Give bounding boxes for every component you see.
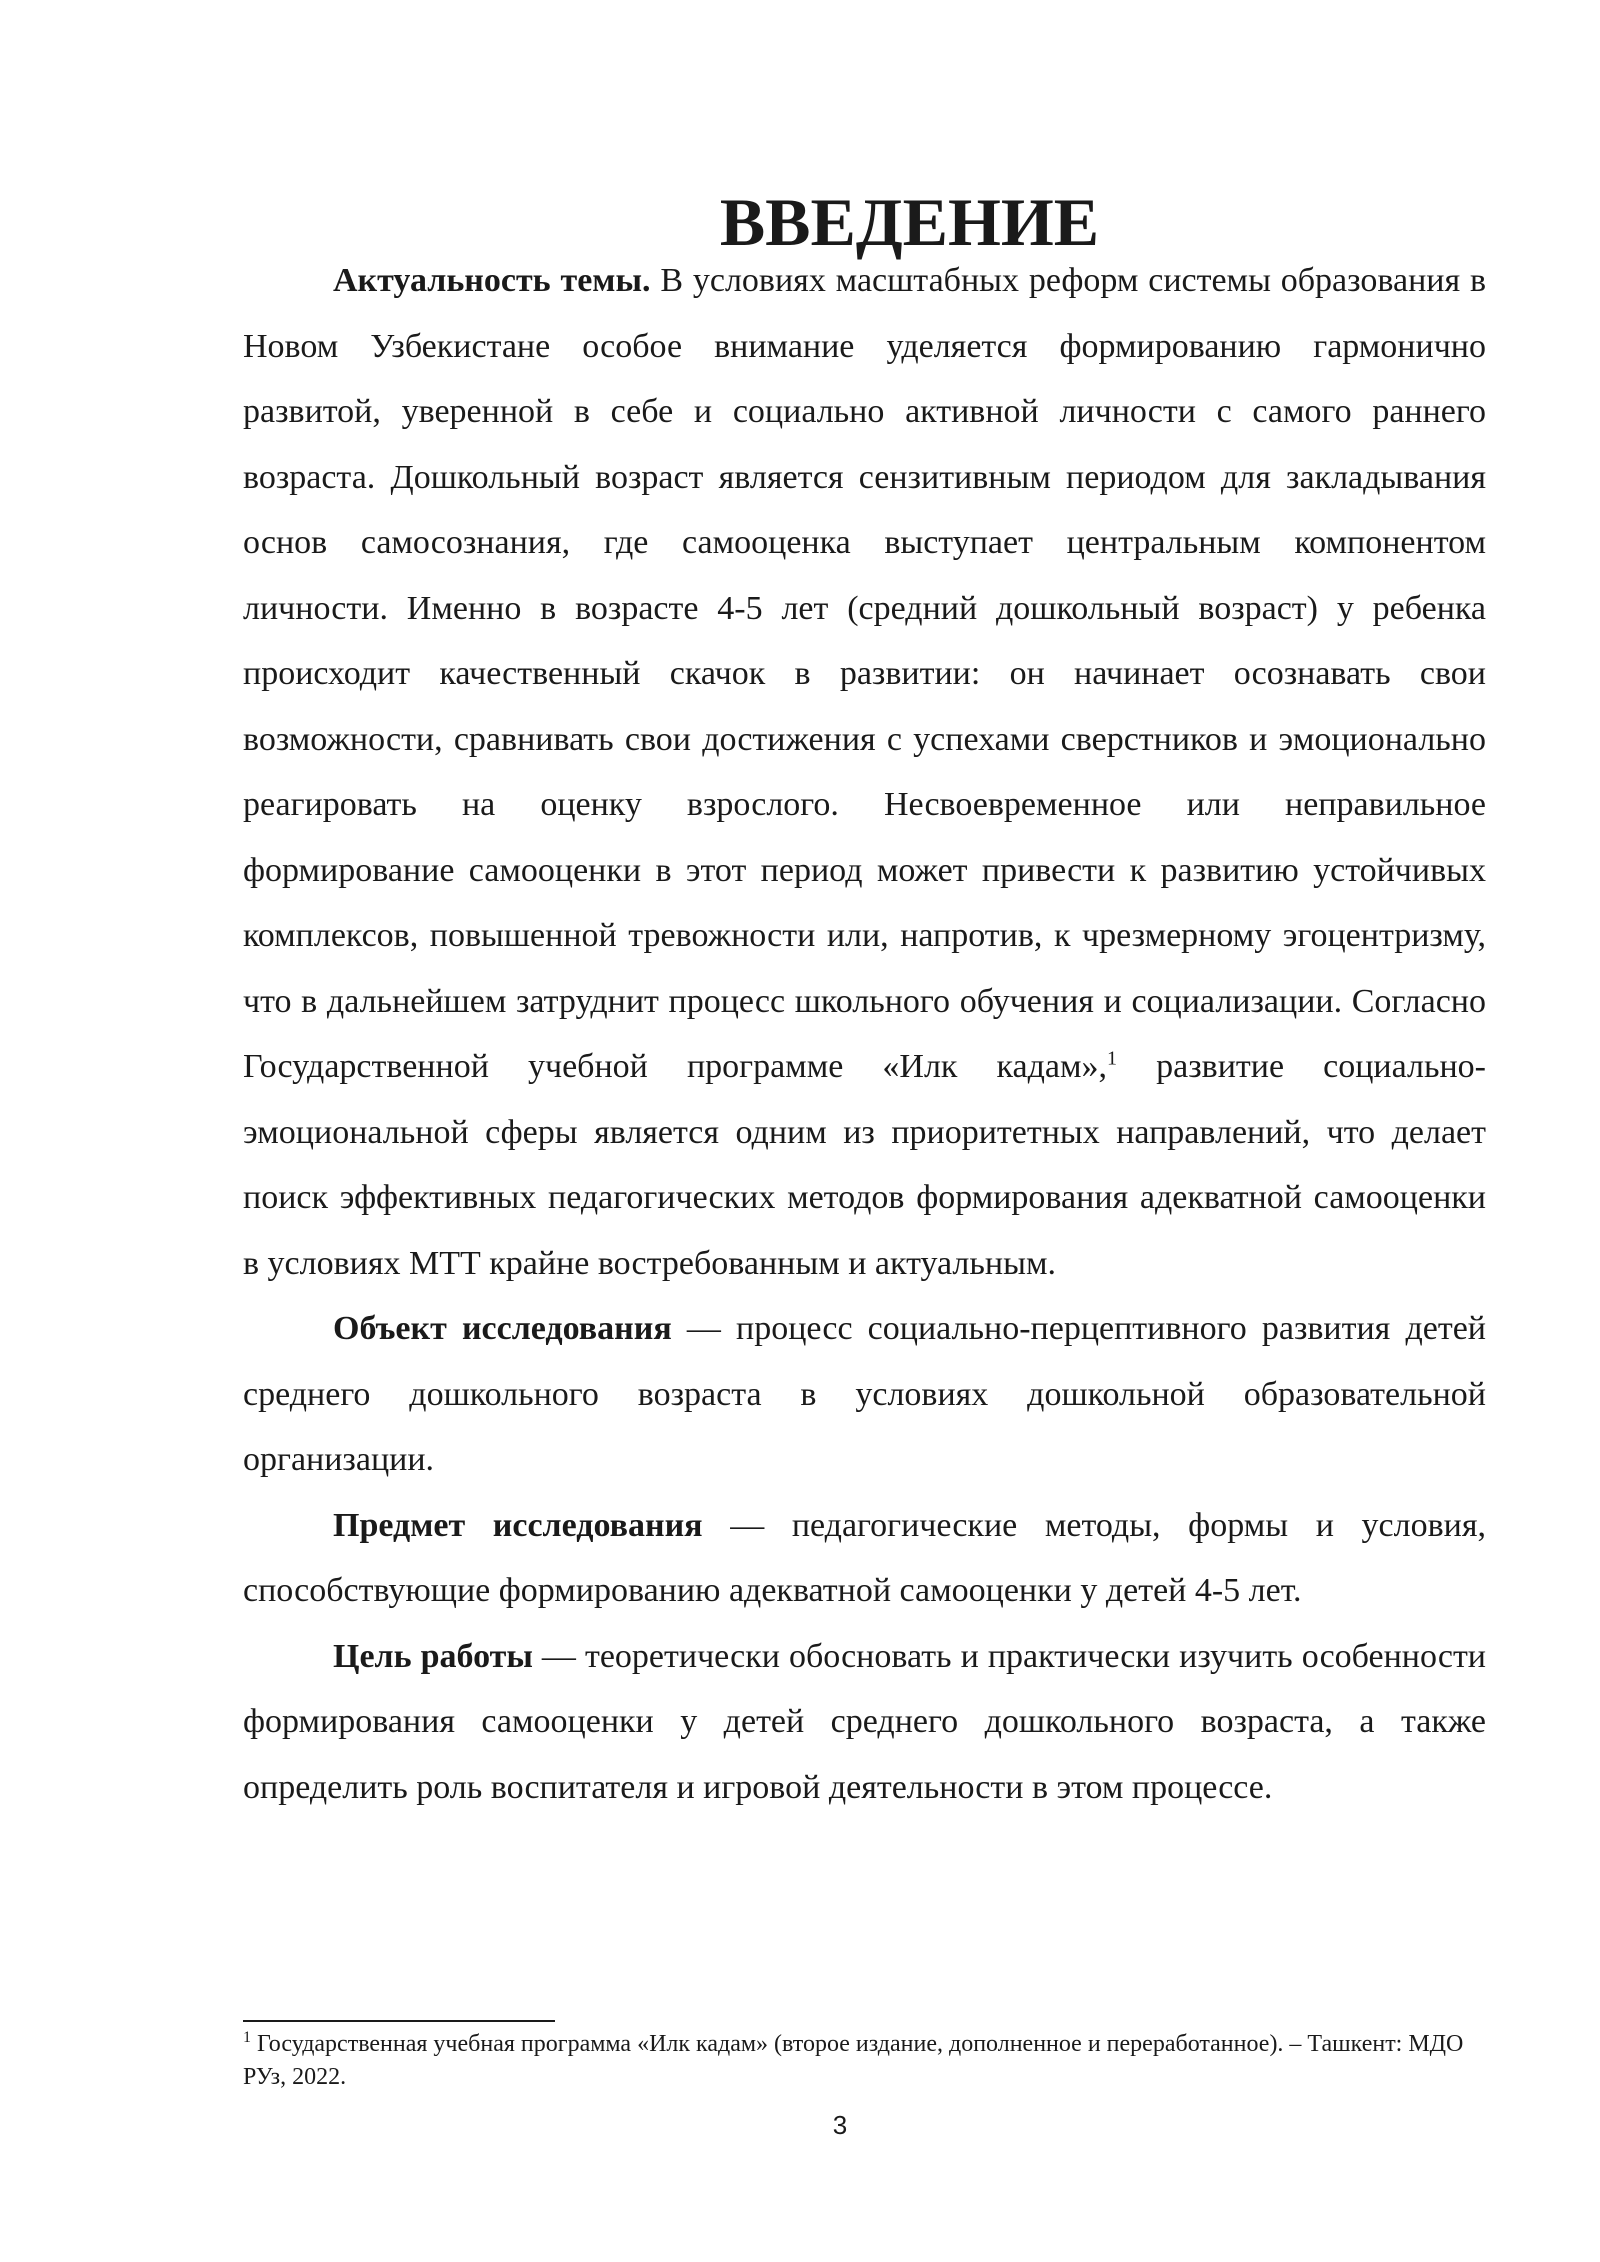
page-body <box>243 184 1487 1820</box>
page-number: 3 <box>832 2110 848 2140</box>
paragraph-object <box>243 1296 1486 1493</box>
paragraph-relevance <box>243 248 1486 1296</box>
subject-label: Предмет исследования <box>333 1506 703 1544</box>
section-heading: ВВЕДЕНИЕ <box>719 184 1100 260</box>
footnote-reference[interactable]: 1 <box>1107 1047 1118 1070</box>
footnote-number: 1 <box>243 2029 251 2046</box>
object-label: Объект исследования <box>333 1310 672 1347</box>
subject-text: — педагогические методы, формы и условия, способствующие формированию адекватной самооценки у детей 4-5 лет. <box>243 1506 1486 1609</box>
goal-text: — теоретически обосновать и практически изучить особенности формирования самооценки у детей среднего дошкольного возраста, а также определить роль воспитателя и игровой деятельности в этом процессе. <box>243 1637 1486 1806</box>
footnote-separator <box>243 2020 555 2022</box>
footnote-text: Государственная учебная программа «Илк кадам» (второе издание, дополненное и переработанное). – Ташкент: МДО РУз, 2022. <box>243 2031 1464 2090</box>
object-text: — процесс социально-перцептивного развития детей среднего дошкольного возраста в условиях дошкольной образовательной организации. <box>243 1310 1486 1478</box>
footnote <box>243 2028 1486 2094</box>
relevance-label: Актуальность темы. <box>333 262 651 299</box>
paragraph-goal <box>243 1624 1486 1821</box>
relevance-text-continued: развитие социально-эмоциональной сферы является одним из приоритетных направлений, что делает поиск эффективных педагогических методов формирования адекватной самооценки в условиях МТТ крайне востребованным и актуальным. <box>243 1048 1486 1282</box>
paragraph-subject <box>243 1493 1486 1624</box>
relevance-text: В условиях масштабных реформ системы образования в Новом Узбекистане особое внимание уделяется формированию гармонично развитой, уверенной в себе и социально активной личности с самого раннего возраста. Дошкольный возраст является сензитивным периодом для закладывания основ самосознания, где самооценка выступает центральным компонентом личности. Именно в возрасте 4-5 лет (средний дошкольный возраст) у ребенка происходит качественный скачок в развитии: он начинает осознавать свои возможности, сравнивать свои достижения с успехами сверстников и эмоционально реагировать на оценку взрослого. Несвоевременное или неправильное формирование самооценки в этот период может привести к развитию устойчивых комплексов, повышенной тревожности или, напротив, к чрезмерному эгоцентризму, что в дальнейшем затруднит процесс школьного обучения и социализации. Согласно Государственной учебной программе «Илк кадам», <box>243 262 1487 1085</box>
goal-label: Цель работы <box>333 1637 533 1675</box>
